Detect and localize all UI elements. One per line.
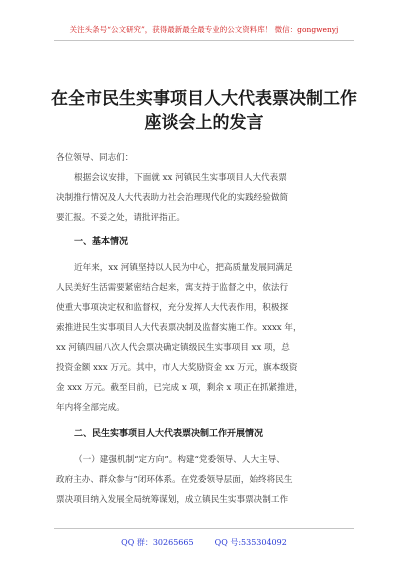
section2-line: 政府主办、群众参与”闭环体系。在党委领导层面，始终将民生 xyxy=(56,475,293,485)
document-title-line-2: 座谈会上的发言 xyxy=(144,113,264,133)
section1-line: 人民美好生活需要紧密结合起来，寓支持于监督之中，依法行 xyxy=(56,283,289,293)
section-heading-1: 一、基本情况 xyxy=(74,237,129,247)
salutation: 各位领导、同志们： xyxy=(56,153,134,163)
section2-line: （一）建强机制“定方向”。构建“党委领导、人大主导、 xyxy=(74,455,285,465)
section1-line: 近年来，xx 河镇坚持以人民为中心，把高质量发展同满足 xyxy=(74,263,293,273)
footer-qq-group: QQ 群：30265665 xyxy=(121,538,194,547)
intro-line: 根据会议安排，下面就 xx 河镇民生实事项目人大代表票 xyxy=(74,173,287,183)
section1-line: 使重大事项决定权和监督权，充分发挥人大代表作用，积极探 xyxy=(56,303,289,313)
section1-line: 金 xxx 万元。截至目前，已完成 x 项，剩余 x 项正在抓紧推进， xyxy=(56,383,303,393)
footer-divider xyxy=(54,528,354,529)
section-heading-2: 二、民生实事项目人大代表票决制工作开展情况 xyxy=(74,429,264,439)
header-banner: 关注头条号“公文研究”，获得最新最全最专业的公文资料库！ 微信：gongwenyj xyxy=(69,25,339,34)
document-title-line-1: 在全市民生实事项目人大代表票决制工作 xyxy=(51,89,357,109)
intro-line: 决制推行情况及人大代表助力社会治理现代化的实践经验做简 xyxy=(56,193,289,203)
section1-line: 投资金额 xxx 万元。其中，市人大奖励资金 xx 万元，旗本级资 xyxy=(56,363,298,373)
section1-line: xx 河镇四届八次人代会票决确定镇级民生实事项目 xx 项，总 xyxy=(56,343,290,353)
footer-qq-number: QQ 号:535304092 xyxy=(214,538,287,547)
section1-line: 索推进民生实事项目人大代表票决制及监督实施工作。xxxx 年， xyxy=(56,323,302,333)
section2-line: 票决项目纳入发展全局统筹谋划，成立镇民生实事票决制工作 xyxy=(56,495,289,505)
header-divider xyxy=(54,40,354,41)
section1-line: 年内将全部完成。 xyxy=(56,403,125,413)
footer-contact xyxy=(0,537,408,548)
intro-line: 要汇报。不妥之处，请批评指正。 xyxy=(56,213,185,223)
